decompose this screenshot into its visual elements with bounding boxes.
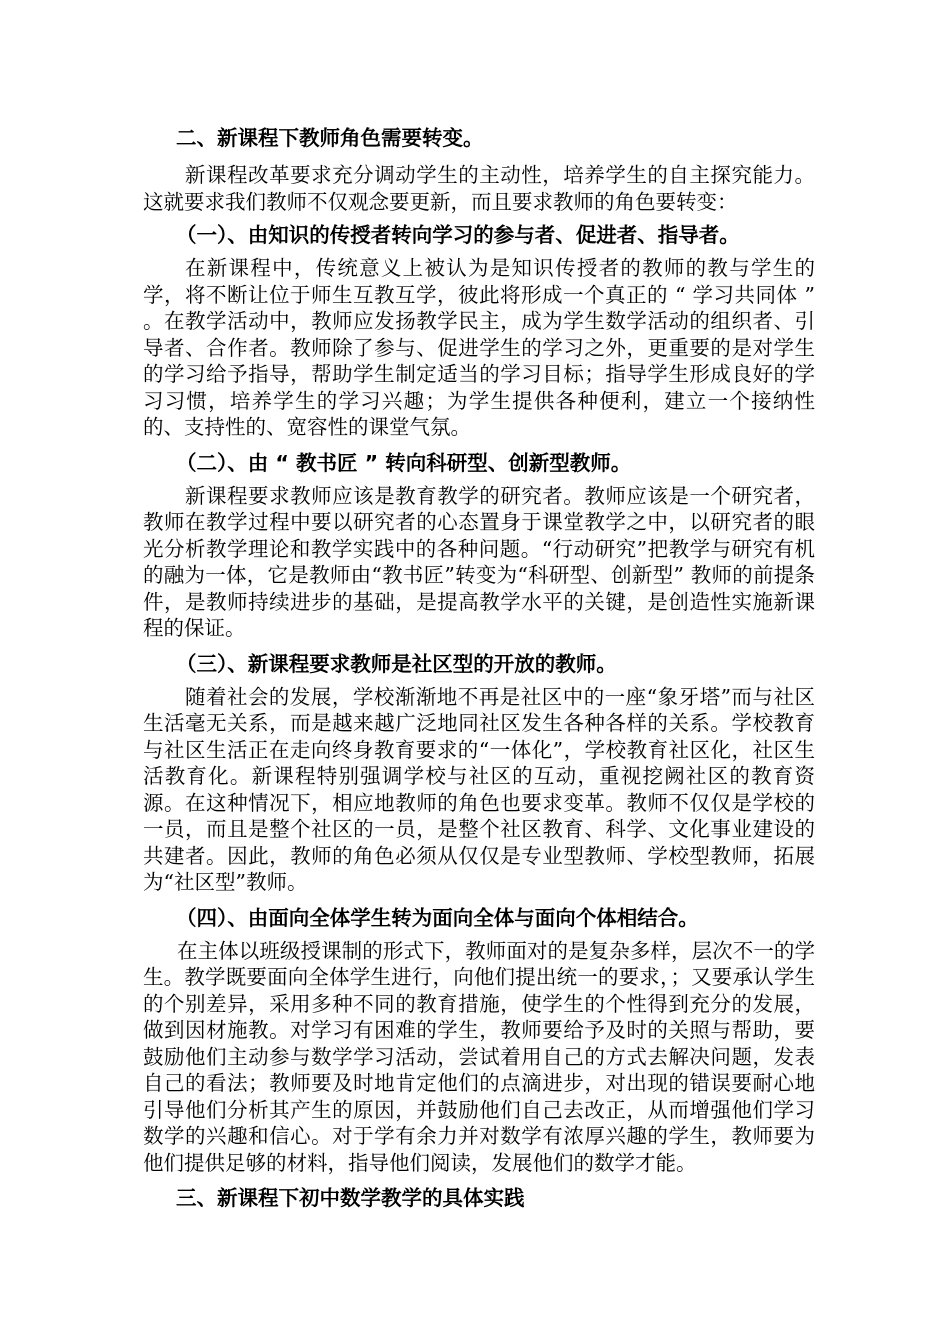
subsection-1-paragraph: 在新课程中，传统意义上被认为是知识传授者的教师的教与学生的学，将不断让位于师生互教互学，彼此将形成一个真正的 “ 学习共同体 ” 。在教学活动中，教师应发扬教学民主，成为学生数学活动的组织者、引导者、合作者。教师除了参与、促进学生的学习之外，更重要的是对学生的学习给予指导，帮助学生制定适当的学习目标；指导学生形成良好的学习习惯，培养学生的学习兴趣；为学生提供各种便利，建立一个接纳性的、支持性的、宽容性的课堂气氛。 <box>143 256 815 439</box>
subsection-3-paragraph: 随着社会的发展，学校渐渐地不再是社区中的一座“象牙塔”而与社区生活毫无关系，而是越来越广泛地同社区发生各种各样的关系。学校教育与社区生活正在走向终身教育要求的“一体化”，学校教育社区化，社区生活教育化。新课程特别强调学校与社区的互动，重视挖阙社区的教育资源。在这种情况下，相应地教师的角色也要求变革。教师不仅仅是学校的一员，而且是整个社区的一员，是整个社区教育、科学、文化事业建设的共建者。因此，教师的角色必须从仅仅是专业型教师、学校型教师，拓展为“社区型”教师。 <box>143 684 815 894</box>
subsection-2-paragraph: 新课程要求教师应该是教育教学的研究者。教师应该是一个研究者，教师在教学过程中要以研究者的心态置身于课堂教学之中，以研究者的眼光分析教学理论和教学实践中的各种问题。“行动研究”把教学与研究有机的融为一体，它是教师由“教书匠”转变为“科研型、创新型” 教师的前提条件，是教师持续进步的基础，是提高教学水平的关键，是创造性实施新课程的保证。 <box>143 483 815 640</box>
document-page <box>143 118 815 1212</box>
subsection-3-heading: （三）、新课程要求教师是社区型的开放的教师。 <box>176 651 617 676</box>
subsection-2-heading: （二）、由 “ 教书匠 ” 转向科研型、创新型教师。 <box>176 450 632 475</box>
intro-paragraph: 新课程改革要求充分调动学生的主动性，培养学生的自主探究能力。这就要求我们教师不仅观念要更新，而且要求教师的角色要转变： <box>143 163 815 214</box>
subsection-4-heading: （四）、由面向全体学生转为面向全体与面向个体相结合。 <box>176 905 699 930</box>
subsection-4-paragraph: 在主体以班级授课制的形式下，教师面对的是复杂多样，层次不一的学生。教学既要面向全体学生进行，向他们提出统一的要求，；又要承认学生的个别差异，采用多种不同的教育措施，使学生的个性得到充分的发展，做到因材施教。对学习有困难的学生，教师要给予及时的关照与帮助，要鼓励他们主动参与数学学习活动，尝试着用自己的方式去解决问题，发表自己的看法；教师要及时地肯定他们的点滴进步，对出现的错误要耐心地引导他们分析其产生的原因，并鼓励他们自己去改正，从而增强他们学习数学的兴趣和信心。对于学有余力并对数学有浓厚兴趣的学生，教师要为他们提供足够的材料，指导他们阅读，发展他们的数学才能。 <box>143 938 815 1175</box>
section-3-heading: 三、新课程下初中数学教学的具体实践 <box>176 1186 525 1210</box>
section-2-heading: 二、新课程下教师角色需要转变。 <box>176 126 484 150</box>
subsection-1-heading: （一）、由知识的传授者转向学习的参与者、促进者、指导者。 <box>176 223 740 247</box>
